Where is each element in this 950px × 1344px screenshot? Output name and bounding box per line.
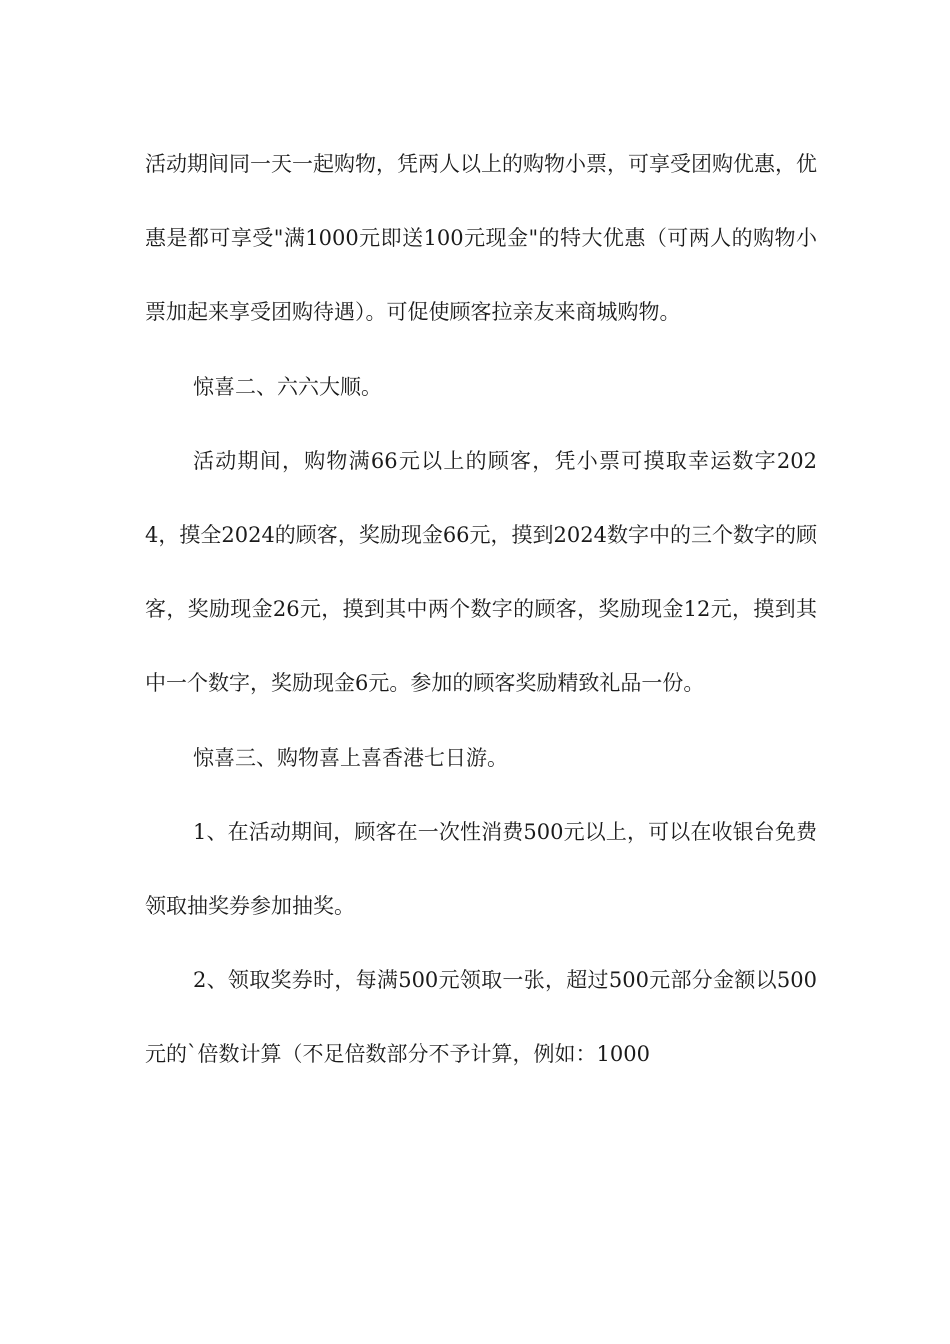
document-body — [145, 127, 817, 1092]
paragraph-1: 活动期间同一天一起购物，凭两人以上的购物小票，可享受团购优惠，优惠是都可享受"满1000元即送100元现金"的特大优惠（可两人的购物小票加起来享受团购待遇）。可促使顾客拉亲友来商城购物。 — [145, 152, 817, 325]
paragraph-3: 活动期间，购物满66元以上的顾客，凭小票可摸取幸运数字2024，摸全2024的顾客，奖励现金66元，摸到2024数字中的三个数字的顾客，奖励现金26元，摸到其中两个数字的顾客，奖励现金12元，摸到其中一个数字，奖励现金6元。参加的顾客奖励精致礼品一份。 — [145, 448, 817, 696]
paragraph-4: 惊喜三、购物喜上喜香港七日游。 — [193, 745, 508, 770]
paragraph-6: 2、领取奖券时，每满500元领取一张，超过500元部分金额以500元的`倍数计算（不足倍数部分不予计算，例如：1000 — [145, 968, 817, 1067]
paragraph-5: 1、在活动期间，顾客在一次性消费500元以上，可以在收银台免费领取抽奖券参加抽奖。 — [145, 819, 817, 919]
paragraph-2: 惊喜二、六六大顺。 — [193, 374, 382, 399]
